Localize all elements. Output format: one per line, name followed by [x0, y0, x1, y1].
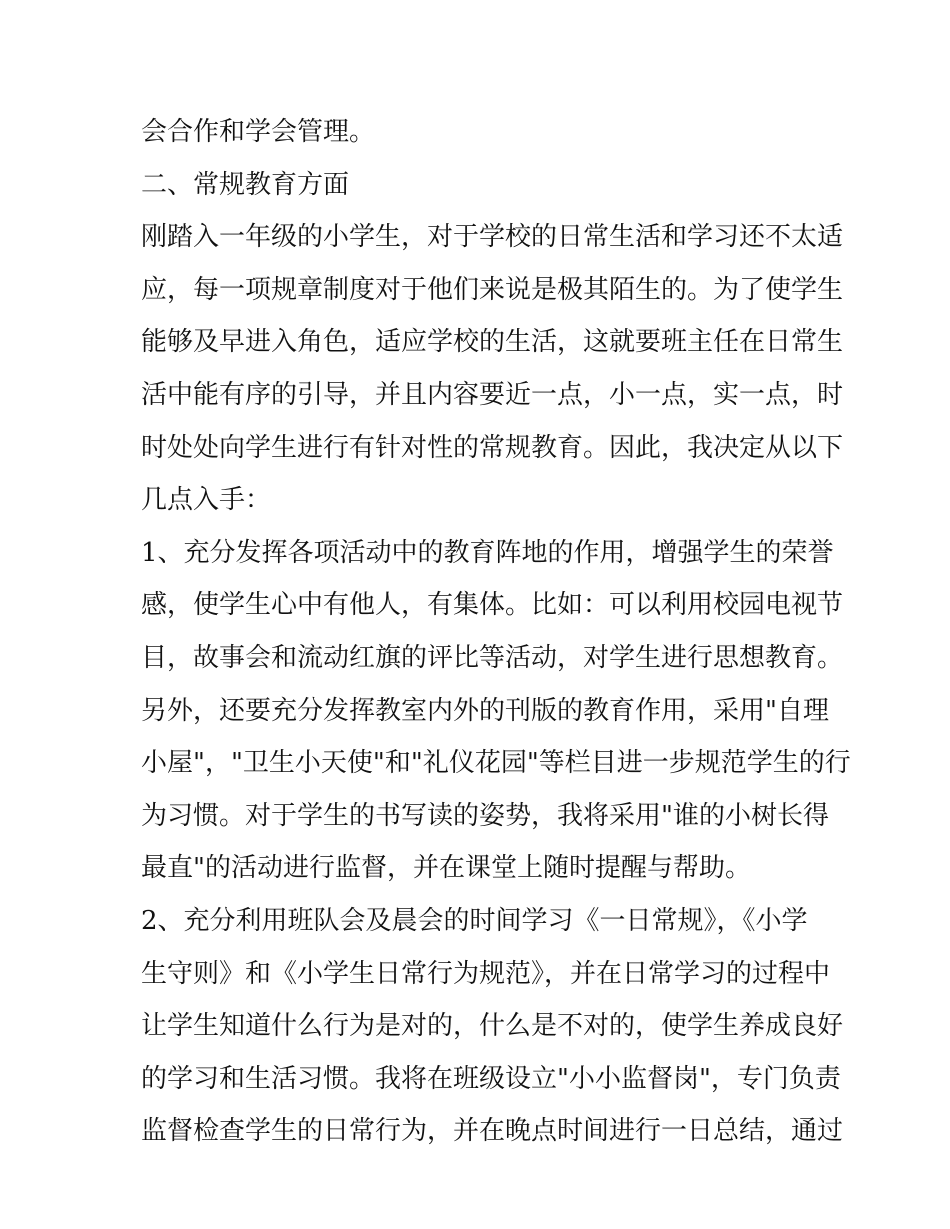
text-line: 的学习和生活习惯。我将在班级设立"小小监督岗"，专门负责 [141, 1063, 841, 1094]
list-item-2-line: 2、充分利用班队会及晨会的时间学习《一日常规》，《小学 [141, 905, 808, 936]
text-line: 为习惯。对于学生的书写读的姿势，我将采用"谁的小树长得 [141, 800, 829, 831]
text-line: 让学生知道什么行为是对的，什么是不对的，使学生养成良好 [141, 1011, 844, 1042]
text-line: 另外，还要充分发挥教室内外的刊版的教育作用，采用"自理 [141, 695, 829, 726]
text-line: 小屋"，"卫生小天使"和"礼仪花园"等栏目进一步规范学生的行 [141, 748, 851, 779]
text-line: 几点入手： [141, 485, 272, 516]
text-line: 时处处向学生进行有针对性的常规教育。因此，我决定从以下 [141, 432, 844, 463]
text-line: 刚踏入一年级的小学生，对于学校的日常生活和学习还不太适 [141, 222, 844, 253]
text-line: 感，使学生心中有他人，有集体。比如：可以利用校园电视节 [141, 590, 844, 621]
section-heading: 二、常规教育方面 [141, 169, 350, 200]
text-line: 目，故事会和流动红旗的评比等活动，对学生进行思想教育。 [141, 642, 844, 673]
document-body [141, 106, 851, 1158]
text-line: 最直"的活动进行监督，并在课堂上随时提醒与帮助。 [141, 853, 751, 884]
text-line: 监督检查学生的日常行为，并在晚点时间进行一日总结，通过 [141, 1116, 844, 1147]
text-line: 活中能有序的引导，并且内容要近一点，小一点，实一点，时 [141, 379, 844, 410]
list-item-1-line: 1、充分发挥各项活动中的教育阵地的作用，增强学生的荣誉 [141, 537, 834, 568]
text-line: 能够及早进入角色，适应学校的生活，这就要班主任在日常生 [141, 327, 844, 358]
text-line: 应，每一项规章制度对于他们来说是极其陌生的。为了使学生 [141, 274, 844, 305]
text-line: 生守则》和《小学生日常行为规范》，并在日常学习的过程中 [141, 958, 831, 989]
text-line: 会合作和学会管理。 [141, 117, 376, 147]
